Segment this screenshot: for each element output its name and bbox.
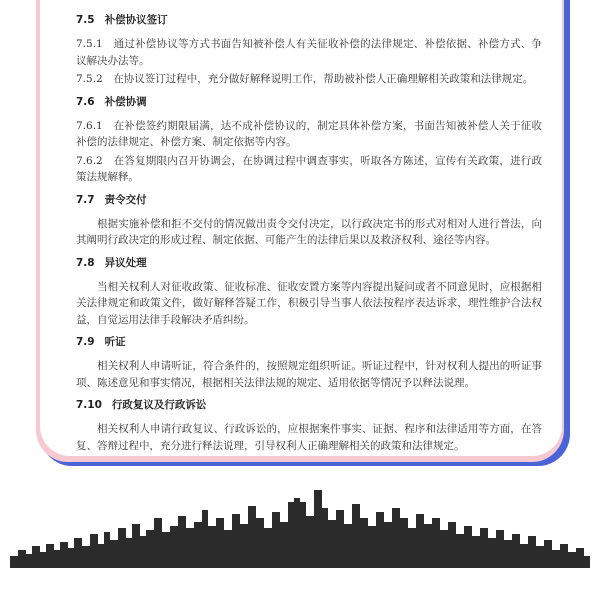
section-7-5 [76,12,542,88]
section-7-10 [76,397,542,454]
content-card [40,0,562,456]
clause-text: 在答复期限内召开协调会，在协调过程中调查事实，听取各方陈述，宣传有关政策，进行政策法规解释。 [76,154,543,183]
clause-number: 7.6.2 [76,154,103,167]
section-number: 7.5 [76,14,95,26]
section-heading [76,334,542,349]
section-7-9 [76,334,542,391]
section-heading [76,94,542,109]
section-paragraph: 相关权利人申请行政复议、行政诉讼的，应根据案件事实、证据、程序和法律适用等方面，在答复、答辩过程中，充分进行释法说理，引导权利人正确理解相关的政策和法律规定。 [76,423,542,452]
city-skyline-illustration [10,488,590,568]
section-7-8 [76,255,542,329]
section-number: 7.6 [76,95,95,108]
section-paragraph: 相关权利人申请听证，符合条件的，按照规定组织听证。听证过程中，针对权利人提出的听证事项、陈述意见和事实情况，根据相关法律法规的规定、适用依据等情况予以释法说理。 [76,360,542,389]
section-title: 补偿协议签订 [104,14,168,26]
section-heading [76,397,542,412]
section-7-6 [76,94,542,186]
clause-number: 7.6.1 [76,119,103,132]
clause-7-6-1 [76,118,542,151]
clause-7-5-1 [76,36,542,69]
clause-7-5-2 [76,71,542,88]
section-paragraph: 根据实施补偿和拒不交付的情况做出责令交付决定，以行政决定书的形式对相对人进行普法，向其阐明行政决定的形成过程、制定依据、可能产生的法律后果以及救济权利、途径等内容。 [76,217,542,246]
section-number: 7.8 [76,256,95,269]
clause-number: 7.5.2 [76,73,103,85]
section-title: 行政复议及行政诉讼 [111,399,207,411]
section-number: 7.9 [76,336,95,348]
section-heading [76,255,542,270]
clause-text: 在补偿签约期限届满，达不成补偿协议的，制定具体补偿方案，书面告知被补偿人关于征收补偿的法律规定、补偿方案、制定依据等内容。 [76,119,543,148]
section-title: 听证 [104,336,126,348]
clause-7-6-2 [76,153,542,186]
section-heading [76,12,542,27]
section-heading [76,192,542,207]
section-number: 7.10 [76,399,102,411]
section-number: 7.7 [76,193,95,206]
clause-text: 在协议签订过程中，充分做好解释说明工作，帮助被补偿人正确理解相关政策和法律规定。 [113,73,534,85]
section-paragraph: 当相关权利人对征收政策、征收标准、征收安置方案等内容提出疑问或者不同意见时，应根据相关法律规定和政策文件，做好解释答疑工作，积极引导当事人依法按程序表达诉求，理性维护合法权益，自觉运用法律手段解决矛盾纠纷。 [76,280,542,326]
section-title: 责令交付 [104,193,147,206]
section-title: 补偿协调 [104,95,147,108]
clause-text: 通过补偿协议等方式书面告知被补偿人有关征收补偿的法律规定、补偿依据、补偿方式、争议解决办法等。 [76,38,543,67]
section-title: 异议处理 [104,256,147,269]
clause-number: 7.5.1 [76,38,103,50]
section-7-7 [76,192,542,249]
